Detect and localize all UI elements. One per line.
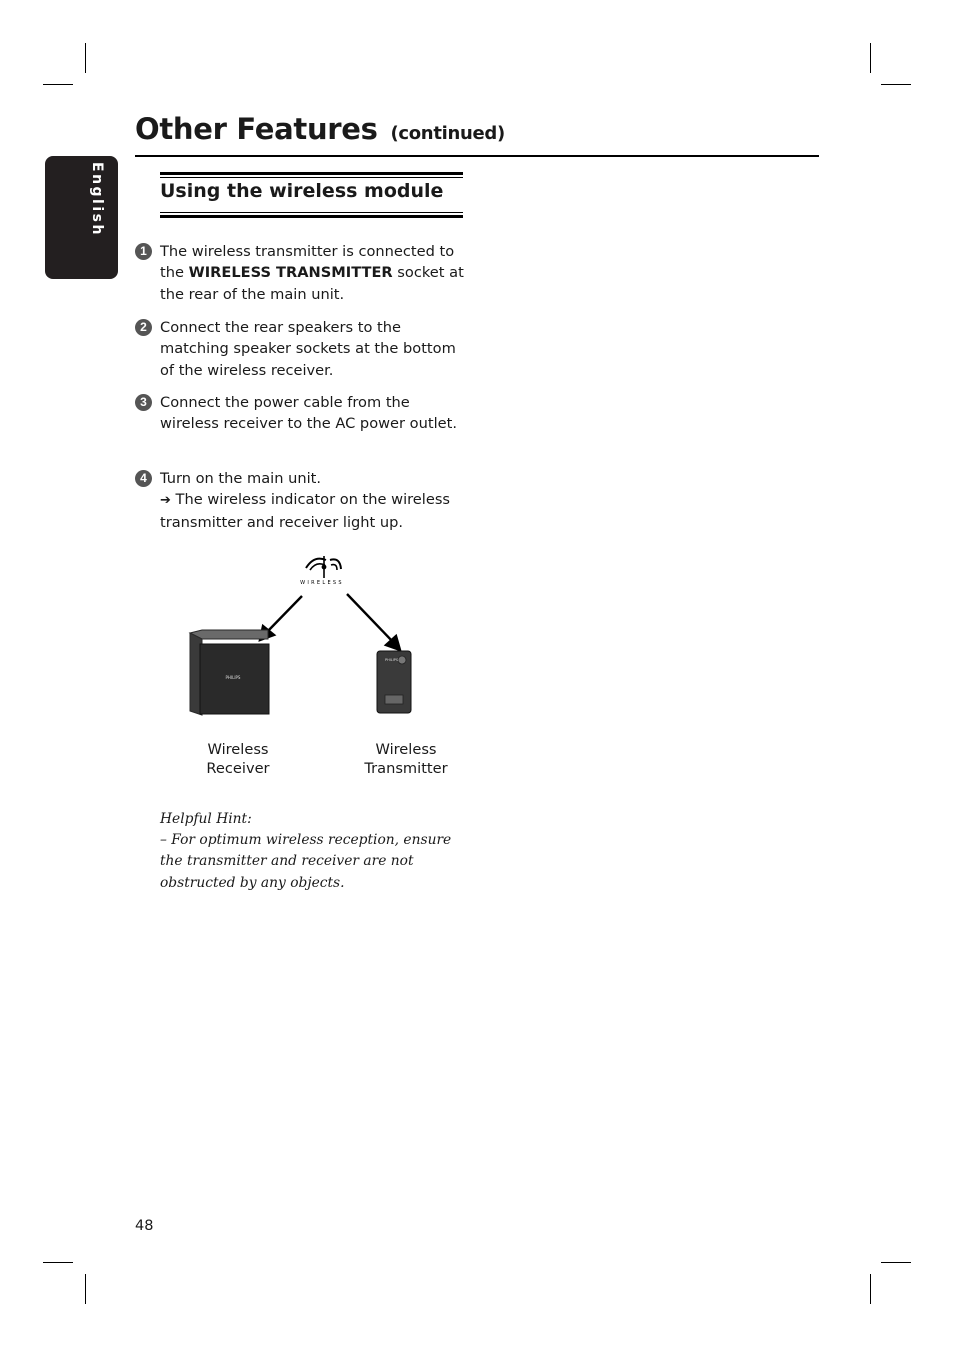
receiver-brand: PHILIPS — [225, 675, 241, 680]
step-1 — [135, 241, 465, 305]
title-rule — [135, 155, 819, 157]
page-title-continued: (continued) — [390, 123, 505, 144]
section-rule-top-thin — [160, 177, 463, 178]
step-number: 3 — [135, 394, 152, 411]
section-rule-top — [160, 172, 463, 175]
wireless-diagram — [180, 548, 470, 788]
transmitter-caption — [352, 740, 460, 778]
receiver-image — [190, 630, 269, 715]
crop-mark — [870, 1274, 871, 1304]
crop-mark — [881, 1262, 911, 1263]
hint-text: – For optimum wireless reception, ensure the transmitter and receiver are not obstructed by any objects. — [160, 832, 452, 891]
step-3 — [135, 392, 465, 435]
step-number: 1 — [135, 243, 152, 260]
transmitter-caption-line: Wireless — [375, 741, 437, 758]
transmitter-image — [377, 651, 411, 713]
page-title-text: Other Features — [135, 112, 378, 146]
section-title: Using the wireless module — [160, 180, 444, 202]
step-text-part: Turn on the main unit. — [160, 470, 322, 487]
section-rule-bottom-thin — [160, 212, 463, 213]
page-number: 48 — [135, 1218, 154, 1234]
receiver-caption — [190, 740, 286, 778]
step-text-part: socket at the rear of the main unit. — [160, 264, 464, 303]
crop-mark — [43, 1262, 73, 1263]
step-text: Connect the rear speakers to the matching speaker sockets at the bottom of the wireless receiver. — [160, 319, 456, 379]
crop-mark — [43, 84, 73, 85]
result-arrow-icon: ➔ — [160, 493, 171, 509]
wireless-diagram-art — [180, 548, 470, 728]
step-4 — [135, 468, 465, 533]
step-text — [160, 241, 465, 305]
hint-title: Helpful Hint: — [160, 811, 252, 827]
step-number: 4 — [135, 470, 152, 487]
crop-mark — [870, 43, 871, 73]
crop-mark — [85, 1274, 86, 1304]
crop-mark — [85, 43, 86, 73]
receiver-caption-line: Wireless — [207, 741, 269, 758]
step-text: Connect the power cable from the wireless receiver to the AC power outlet. — [160, 394, 457, 433]
step-2 — [135, 317, 465, 381]
step-result: The wireless indicator on the wireless transmitter and receiver light up. — [160, 491, 451, 531]
step-text — [160, 468, 465, 533]
crop-mark — [881, 84, 911, 85]
step-text-part: The wireless transmitter is connected to the — [160, 243, 455, 282]
wireless-logo-icon — [300, 556, 344, 586]
receiver-caption-line: Receiver — [206, 760, 270, 777]
wireless-logo-text: WIRELESS — [300, 580, 344, 586]
socket-name: WIRELESS TRANSMITTER — [188, 264, 393, 282]
language-tab-label: English — [89, 162, 105, 237]
page-title — [135, 112, 505, 146]
section-rule-bottom — [160, 215, 463, 218]
helpful-hint — [160, 809, 460, 894]
step-number: 2 — [135, 319, 152, 336]
arrow-to-transmitter-icon — [347, 594, 400, 650]
language-tab — [45, 156, 118, 279]
transmitter-brand: PHILIPS — [385, 658, 399, 662]
transmitter-caption-line: Transmitter — [364, 760, 448, 777]
